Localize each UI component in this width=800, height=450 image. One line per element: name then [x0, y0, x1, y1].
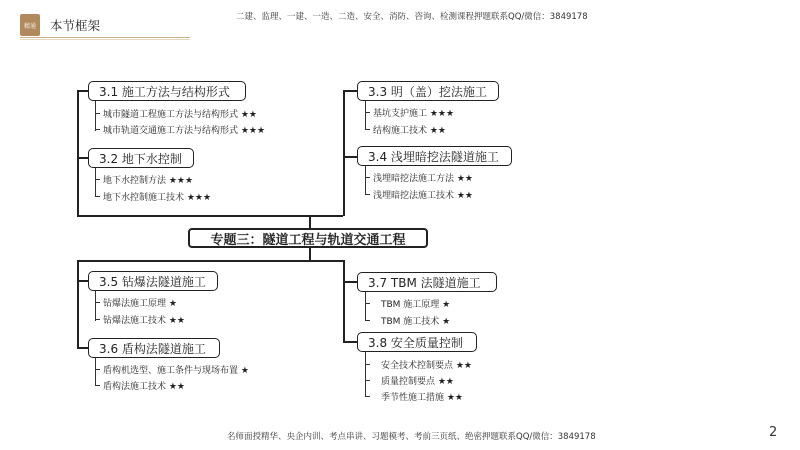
list-item: 季节性施工措施 ★★: [381, 393, 463, 403]
item-bracket: [365, 177, 370, 178]
section-3-4-title: 3.4 浅埋暗挖法隧道施工: [357, 146, 512, 166]
list-item: 基坑支护施工 ★★★: [373, 109, 455, 119]
page-number: 2: [769, 425, 778, 440]
item-bracket: [95, 369, 100, 370]
item-bracket: [95, 196, 100, 197]
list-item: TBM 施工原理 ★: [381, 300, 451, 310]
connector: [77, 157, 88, 159]
header-contact-note: 二建、监理、一建、一造、二造、安全、消防、咨询、检测课程押题联系QQ/微信：3849178: [236, 12, 588, 22]
center-topic: 专题三：隧道工程与轨道交通工程: [188, 228, 428, 248]
item-bracket: [95, 302, 100, 303]
item-bracket: [95, 101, 96, 131]
list-item: 盾构法施工技术 ★★: [103, 382, 185, 392]
connector: [343, 90, 357, 92]
list-item: 城市隧道工程施工方法与结构形式 ★★: [103, 110, 257, 120]
item-bracket: [365, 112, 370, 113]
section-3-2-title: 3.2 地下水控制: [88, 148, 194, 168]
connector: [343, 341, 357, 343]
footer-contact-note: 名师面授精华、央企内训、考点串讲、习题模考、考前三页纸、绝密押题联系QQ/微信：3849178: [227, 432, 596, 442]
section-3-1-title: 3.1 施工方法与结构形式: [88, 81, 246, 101]
list-item: TBM 施工技术 ★: [381, 317, 451, 327]
connector: [309, 215, 311, 228]
connector: [77, 90, 88, 92]
item-bracket: [95, 291, 96, 321]
list-item: 钻爆法施工原理 ★: [103, 299, 177, 309]
item-bracket: [365, 194, 370, 195]
section-title: 本节框架: [50, 18, 101, 33]
item-bracket: [95, 168, 96, 197]
connector: [77, 260, 343, 262]
item-bracket: [365, 303, 370, 304]
list-item: 结构施工技术 ★★: [373, 126, 446, 136]
item-bracket: [365, 352, 366, 397]
section-3-3-title: 3.3 明（盖）挖法施工: [357, 81, 499, 101]
item-bracket: [95, 385, 100, 386]
item-bracket: [365, 364, 370, 365]
brand-logo: 精通: [20, 14, 40, 36]
item-bracket: [365, 101, 366, 130]
item-bracket: [95, 179, 100, 180]
section-3-6-title: 3.6 盾构法隧道施工: [88, 338, 220, 358]
item-bracket: [95, 129, 100, 130]
connector: [77, 280, 88, 282]
item-bracket: [365, 166, 366, 195]
list-item: 安全技术控制要点 ★★: [381, 361, 472, 371]
connector: [343, 281, 357, 283]
connector: [77, 215, 343, 217]
item-bracket: [95, 113, 100, 114]
item-bracket: [365, 292, 366, 321]
list-item: 质量控制要点 ★★: [381, 377, 454, 387]
connector: [343, 260, 345, 342]
list-item: 盾构机选型、施工条件与现场布置 ★: [103, 366, 249, 376]
connector: [343, 90, 345, 216]
connector: [343, 156, 357, 158]
list-item: 钻爆法施工技术 ★★: [103, 316, 185, 326]
item-bracket: [365, 380, 370, 381]
item-bracket: [365, 396, 370, 397]
section-3-8-title: 3.8 安全质量控制: [357, 332, 477, 352]
section-3-7-title: 3.7 TBM 法隧道施工: [357, 272, 497, 292]
item-bracket: [365, 129, 370, 130]
title-underline: [20, 37, 190, 38]
section-3-5-title: 3.5 钻爆法隧道施工: [88, 271, 218, 291]
item-bracket: [365, 320, 370, 321]
list-item: 地下水控制施工技术 ★★★: [103, 193, 212, 203]
connector: [77, 90, 79, 216]
connector: [77, 260, 79, 348]
item-bracket: [95, 319, 100, 320]
list-item: 浅埋暗挖法施工技术 ★★: [373, 191, 473, 201]
item-bracket: [95, 358, 96, 386]
list-item: 城市轨道交通施工方法与结构形式 ★★★: [103, 126, 266, 136]
title-underline-secondary: [20, 39, 190, 40]
list-item: 地下水控制方法 ★★★: [103, 176, 194, 186]
connector: [77, 347, 88, 349]
list-item: 浅埋暗挖法施工方法 ★★: [373, 174, 473, 184]
